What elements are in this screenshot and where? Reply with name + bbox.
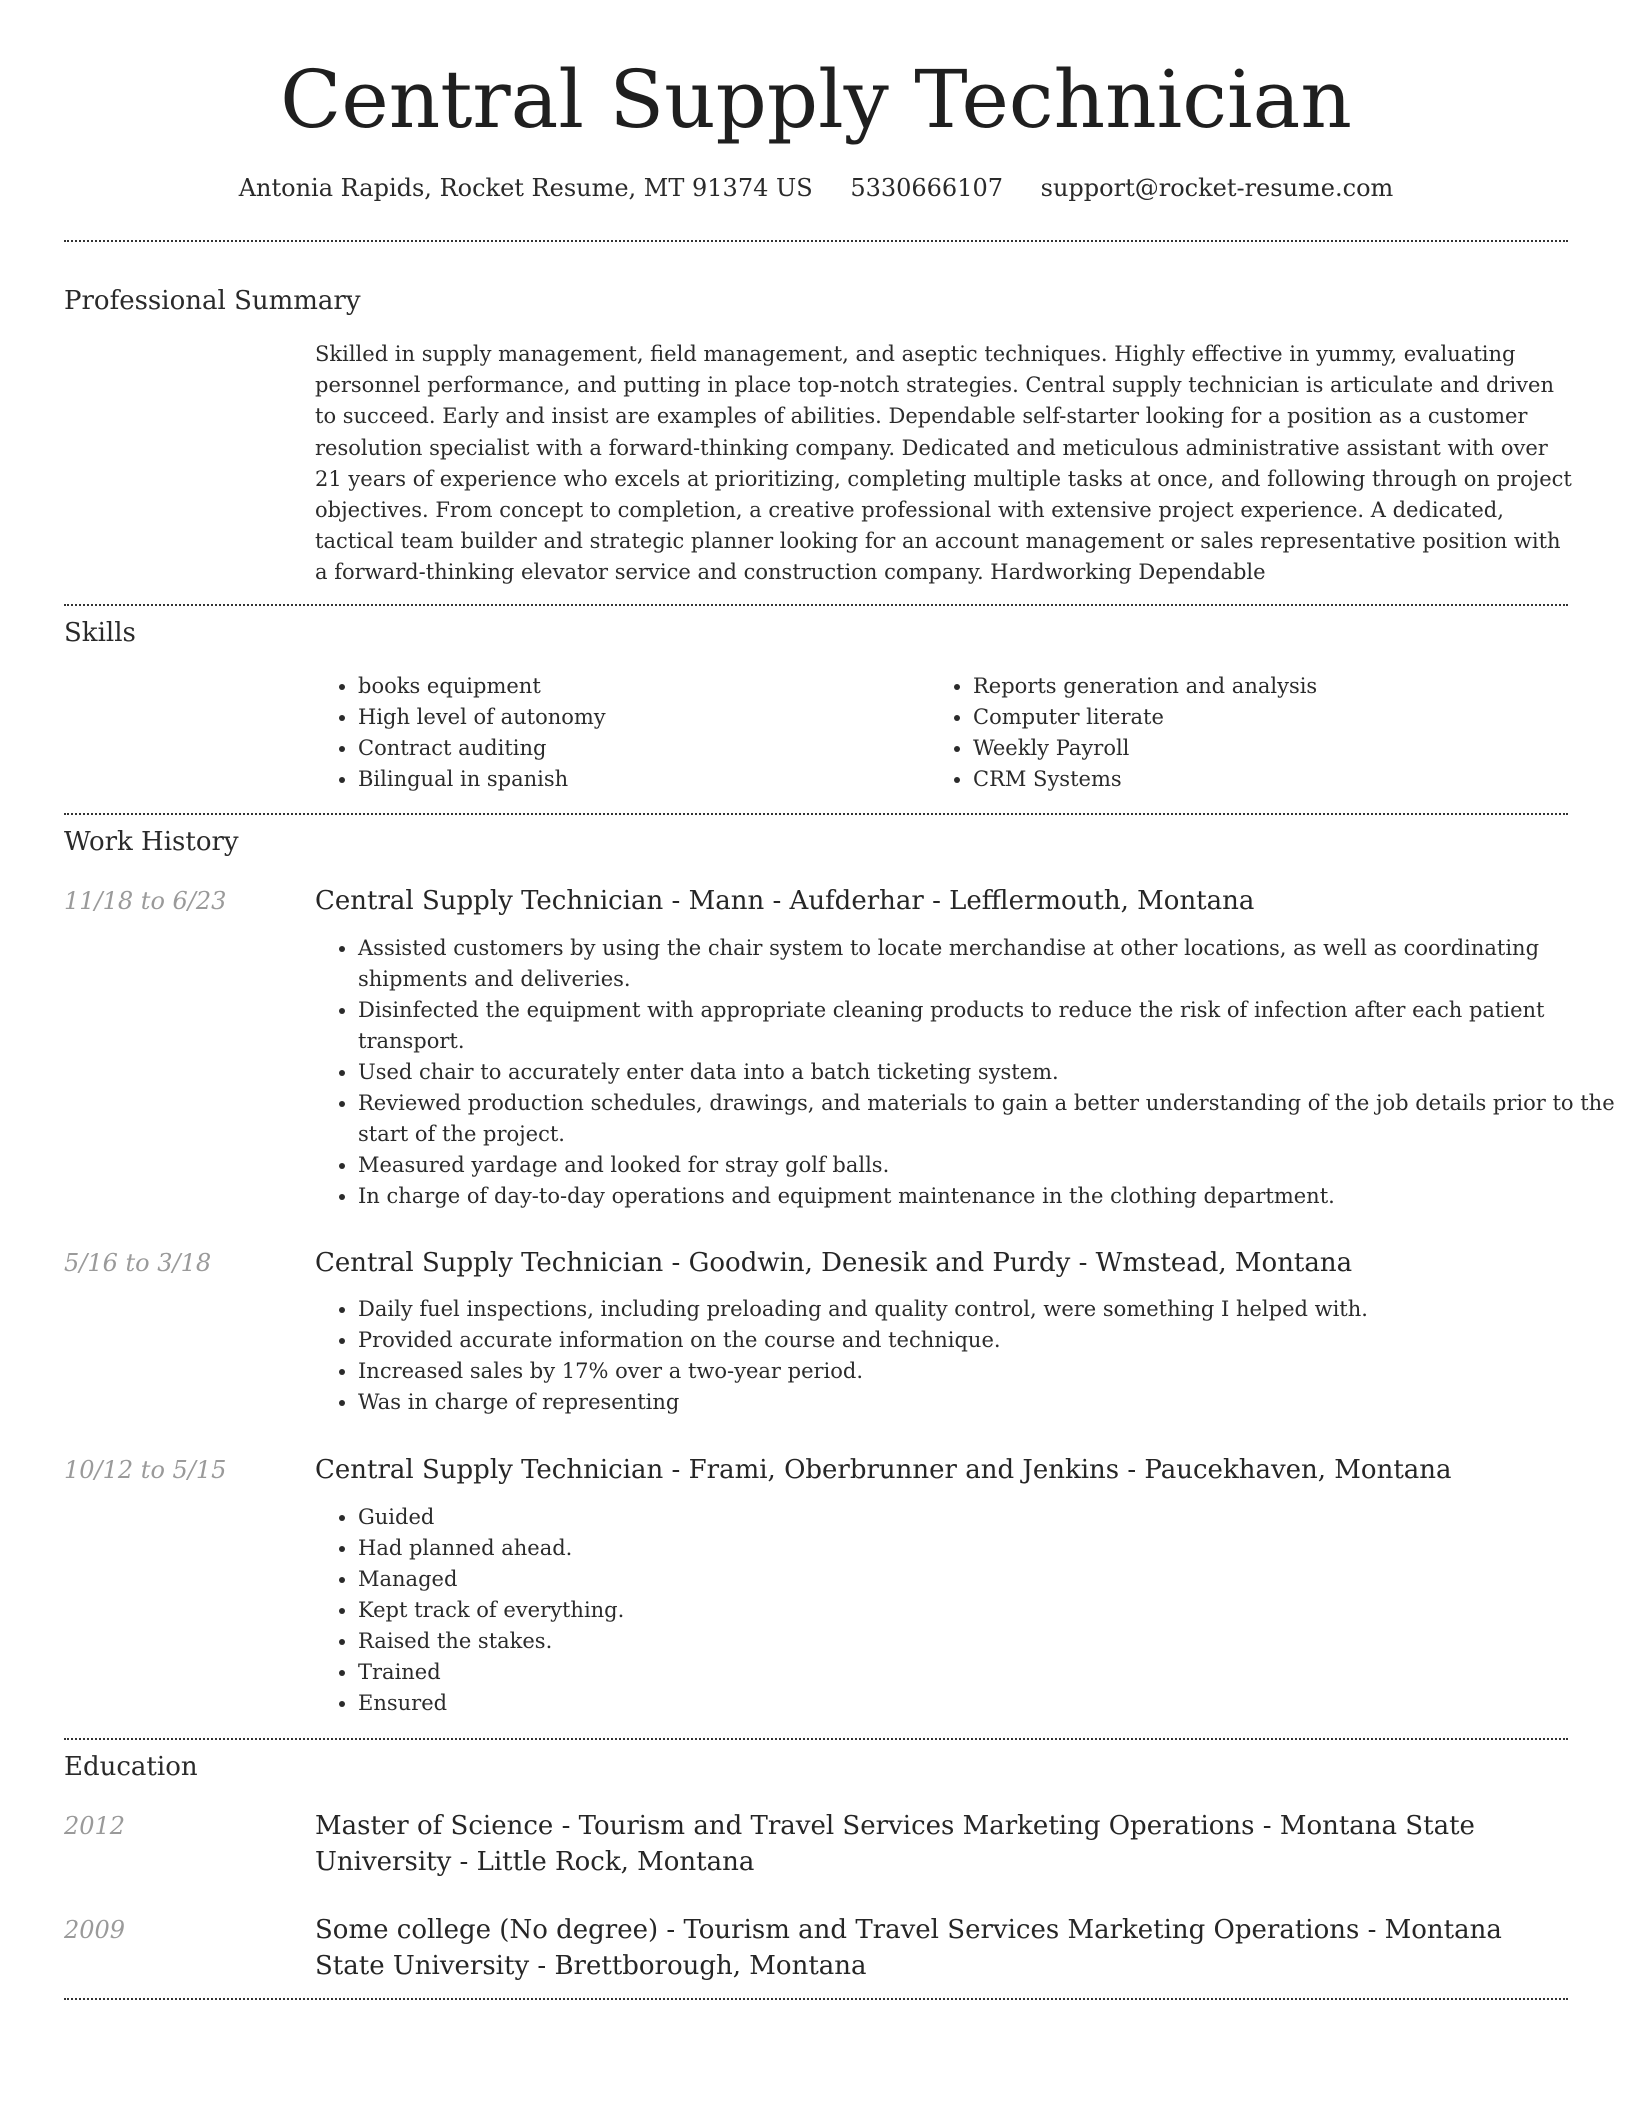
section-title-work-history: Work History (64, 827, 239, 857)
skill-item: • Computer literate (973, 702, 1317, 733)
skill-item: • Weekly Payroll (973, 733, 1317, 764)
education-year: 2009 (64, 1916, 126, 1944)
education-entry (315, 1912, 1565, 1984)
job-title: Central Supply Technician (315, 1455, 664, 1485)
job-bullet: • Increased sales by 17% over a two-year period. (358, 1356, 1618, 1387)
job-bullets (315, 933, 1618, 1212)
education-entry (315, 1808, 1565, 1880)
job-bullet: • Used chair to accurately enter data into a batch ticketing system. (358, 1057, 1618, 1088)
job-bullet: • Provided accurate information on the course and technique. (358, 1325, 1618, 1356)
skill-item: • books equipment (358, 671, 606, 702)
education-degree: Some college (No degree) (315, 1915, 659, 1945)
job-dates: 11/18 to 6/23 (64, 887, 227, 915)
education-details: - Tourism and Travel Services Marketing Operations - Montana State University - Little Rock, Montana (315, 1811, 1475, 1877)
divider (64, 1998, 1568, 2000)
education-degree: Master of Science (315, 1811, 554, 1841)
job-bullet: • Disinfected the equipment with appropriate cleaning products to reduce the risk of infection after each patient transport. (358, 995, 1618, 1057)
job-company: - Mann - Aufderhar - Lefflermouth, Montana (663, 886, 1255, 916)
skill-item: • High level of autonomy (358, 702, 606, 733)
skill-item: • Contract auditing (358, 733, 606, 764)
job-bullet: • Measured yardage and looked for stray golf balls. (358, 1150, 1618, 1181)
contact-address: Antonia Rapids, Rocket Resume, MT 91374 US (238, 174, 813, 202)
education-details: - Tourism and Travel Services Marketing Operations - Montana State University - Brettborough, Montana (315, 1915, 1502, 1981)
job-bullet: • Kept track of everything. (358, 1595, 1618, 1626)
section-title-summary: Professional Summary (64, 286, 361, 316)
job-bullet: • Ensured (358, 1688, 1618, 1719)
summary-text: Skilled in supply management, field management, and aseptic techniques. Highly effective in yummy, evaluating personnel performance, and putting in place top-notch strategies. Central supply technician is articulate and driven to succeed. Early and insist are examples of abilities. Dependable self-starter looking for a position as a customer resolution specialist with a forward-thinking company. Dedicated and meticulous administrative assistant with over 21 years of experience who excels at prioritizing, completing multiple tasks at once, and following through on project objectives. From concept to completion, a creative professional with extensive project experience. A dedicated, tactical team builder and strategic planner looking for an account management or sales representative position with a forward-thinking elevator service and construction company. Hardworking Dependable (315, 342, 1572, 585)
job-bullet: • Trained (358, 1657, 1618, 1688)
job-company: - Frami, Oberbrunner and Jenkins - Paucekhaven, Montana (663, 1455, 1452, 1485)
job-bullet: • Managed (358, 1564, 1618, 1595)
contact-line (0, 168, 1632, 208)
job-bullet: • In charge of day-to-day operations and equipment maintenance in the clothing department. (358, 1181, 1618, 1212)
resume-title: Central Supply Technician (280, 53, 1352, 146)
skills-list-right (930, 671, 1317, 795)
job-bullets (315, 1502, 1618, 1719)
job-title: Central Supply Technician (315, 886, 664, 916)
job-bullet: • Reviewed production schedules, drawings, and materials to gain a better understanding of the job details prior to the start of the project. (358, 1088, 1618, 1150)
skill-item: • CRM Systems (973, 764, 1317, 795)
education-year: 2012 (64, 1812, 126, 1840)
divider (64, 813, 1568, 815)
section-title-education: Education (64, 1752, 198, 1782)
skill-item: • Reports generation and analysis (973, 671, 1317, 702)
job-dates: 5/16 to 3/18 (64, 1249, 212, 1277)
job-dates: 10/12 to 5/15 (64, 1456, 227, 1484)
job-heading (315, 1245, 1352, 1281)
section-title-skills: Skills (64, 618, 136, 648)
job-bullet: • Guided (358, 1502, 1618, 1533)
job-bullet: • Assisted customers by using the chair system to locate merchandise at other locations, as well as coordinating shipments and deliveries. (358, 933, 1618, 995)
divider (64, 240, 1568, 242)
divider (64, 604, 1568, 606)
job-bullet: • Raised the stakes. (358, 1626, 1618, 1657)
job-title: Central Supply Technician (315, 1248, 664, 1278)
contact-phone: 5330666107 (850, 174, 1004, 202)
job-heading (315, 883, 1254, 919)
contact-email: support@rocket-resume.com (1040, 174, 1394, 202)
job-bullets (315, 1294, 1618, 1418)
skills-list-left (315, 671, 606, 795)
divider (64, 1738, 1568, 1740)
job-bullet: • Daily fuel inspections, including preloading and quality control, were something I helped with. (358, 1294, 1618, 1325)
job-company: - Goodwin, Denesik and Purdy - Wmstead, Montana (663, 1248, 1353, 1278)
job-bullet: • Was in charge of representing (358, 1387, 1618, 1418)
job-bullet: • Had planned ahead. (358, 1533, 1618, 1564)
job-heading (315, 1452, 1452, 1488)
skill-item: • Bilingual in spanish (358, 764, 606, 795)
